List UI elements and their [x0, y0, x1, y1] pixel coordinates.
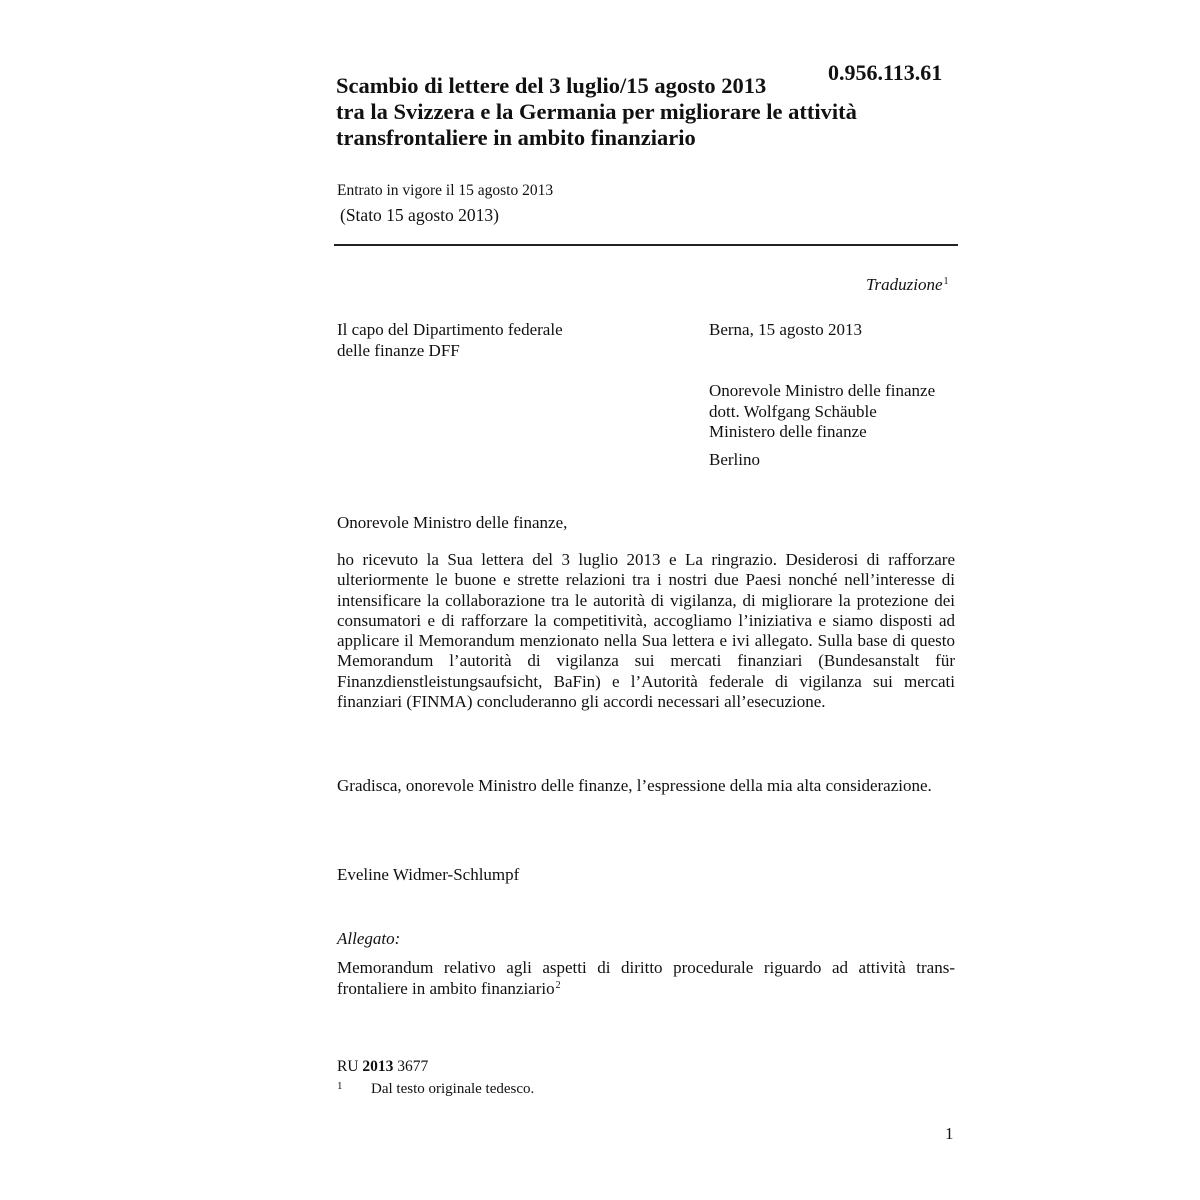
ru-page: 3677 — [397, 1058, 429, 1075]
recipient-line-3: Ministero delle finanze — [709, 422, 867, 441]
status-date: (Stato 15 agosto 2013) — [340, 205, 499, 225]
entry-into-force: Entrato in vigore il 15 agosto 2013 — [337, 182, 554, 199]
sr-number: 0.956.113.61 — [828, 60, 943, 85]
recipient-line-2: dott. Wolfgang Schäuble — [709, 401, 877, 421]
ru-prefix: RU — [337, 1058, 359, 1075]
translation-label: Traduzione — [866, 275, 943, 294]
title-line-2: tra la Svizzera e la Germania per migliorare le attività — [336, 99, 857, 124]
letter-body: ho ricevuto la Sua lettera del 3 luglio 2013 e La ringrazio. Desiderosi di rafforzare ulteriormente le buone e strette relazioni tra i nostri due Paesi nonché nell’interesse di intensificare la collaborazione tra le autorità di vigilanza, di migliorare la protezione dei consumatori e di rafforzare la competitività, accogliamo l’iniziativa e siamo disposti ad applicare il Memorandum menzionato nella Sua lettera e ivi allegato. Sulla base di questo Memorandum l’autorità di vigilanza sui mercati finanziari (Bundesanstalt für Finanzdienstleistungsaufsicht, BaFin) e l’Autorità federale di vigilanza sui mercati finanziari (FINMA) concluderanno gli accordi necessari all’esecuzione. — [337, 550, 955, 712]
letter-closing: Gradisca, onorevole Ministro delle finanze, l’espressione della mia alta considerazione. — [337, 776, 932, 795]
annex-text: Memorandum relativo agli aspetti di diritto procedurale riguardo ad attività transfrontaliere in ambito finanziario — [337, 958, 955, 998]
annex-description — [337, 958, 955, 999]
letter-salutation: Onorevole Ministro delle finanze, — [337, 513, 568, 532]
footnote-text: Dal testo originale tedesco. — [371, 1081, 535, 1097]
letter-place-date: Berna, 15 agosto 2013 — [709, 320, 862, 339]
official-compilation-ref — [337, 1058, 428, 1076]
document-title — [336, 73, 956, 151]
footnote-ref-2[interactable]: 2 — [555, 979, 561, 991]
recipient-city: Berlino — [709, 450, 760, 469]
recipient-line-1: Onorevole Ministro delle finanze — [709, 381, 936, 400]
sender-line-1: Il capo del Dipartimento federale — [337, 320, 563, 339]
sender-line-2: delle finanze DFF — [337, 340, 460, 360]
header-divider — [334, 244, 958, 246]
footnote-1 — [337, 1080, 534, 1098]
footnote-number: 1 — [337, 1080, 343, 1092]
annex-label: Allegato: — [337, 929, 401, 948]
title-line-1: Scambio di lettere del 3 luglio/15 agosto 2013 — [336, 73, 767, 98]
ru-year: 2013 — [362, 1058, 394, 1075]
letter-signature: Eveline Widmer-Schlumpf — [337, 865, 520, 884]
footnote-ref-1[interactable]: 1 — [943, 276, 949, 287]
translation-note — [866, 275, 949, 295]
letter-recipient — [709, 381, 935, 443]
title-line-3: transfrontaliere in ambito finanziario — [336, 125, 696, 150]
page-number: 1 — [945, 1124, 954, 1143]
letter-sender — [337, 320, 563, 361]
